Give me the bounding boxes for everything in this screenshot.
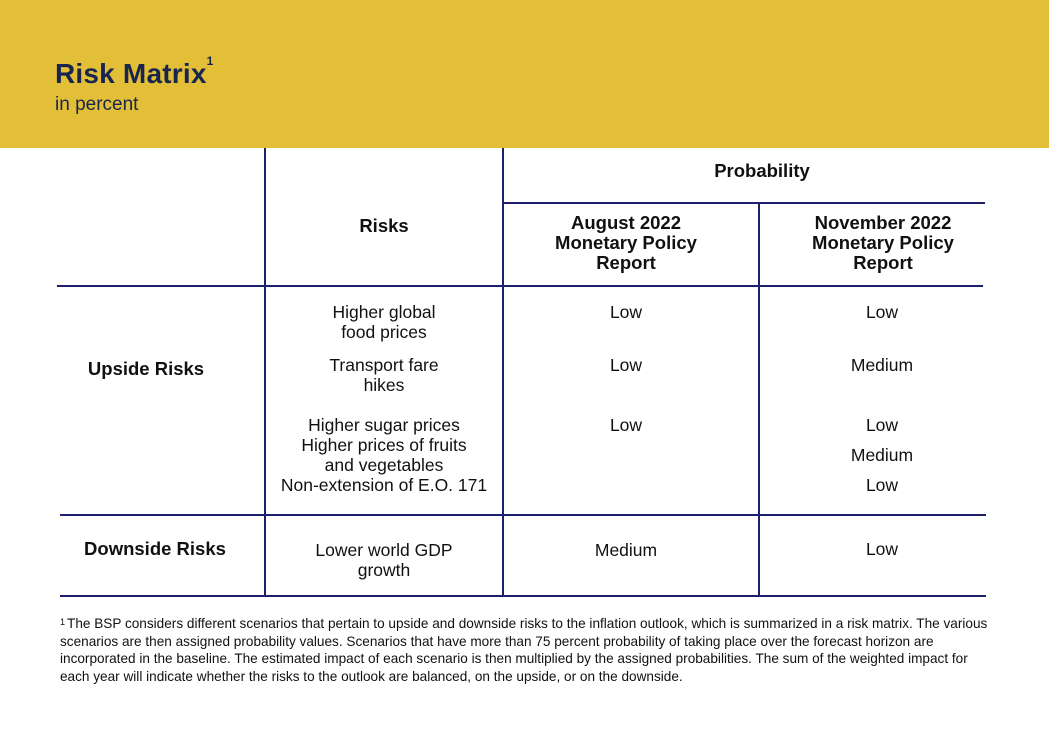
risk-sugar-prices: Higher sugar prices (308, 415, 460, 435)
header-november-2022: November 2022 Monetary Policy Report (812, 212, 954, 273)
page-title: Risk Matrix$^1$ (55, 54, 214, 89)
aug-transport-fare: Low (609, 355, 643, 375)
risk-eo-171: Non-extension of E.O. 171 (280, 475, 488, 495)
aug-food-prices: Low (609, 302, 643, 322)
risk-fruits-vegetables: Higher prices of fruits and vegetables (301, 435, 467, 475)
title-footnote-marker: 1 (206, 54, 214, 68)
group-upside-risks: Upside Risks (87, 358, 205, 379)
header-august-2022: August 2022 Monetary Policy Report (555, 212, 697, 273)
group-downside-risks: Downside Risks (84, 538, 226, 559)
footnote (60, 615, 1000, 685)
aug-sugar-prices: Low (609, 415, 643, 435)
rule-header-bottom (57, 285, 983, 287)
nov-fruits-vegetables: Medium (850, 445, 914, 465)
header-probability: Probability (714, 160, 810, 181)
aug-world-gdp: Medium (594, 540, 658, 560)
nov-transport-fare: Medium (850, 355, 914, 375)
header-risks: Risks (359, 215, 409, 236)
nov-sugar-prices: Low (865, 415, 899, 435)
page-subtitle: in percent (55, 94, 139, 115)
risk-transport-fare: Transport fare hikes (329, 355, 439, 395)
risk-world-gdp: Lower world GDP growth (315, 540, 453, 580)
rule-nov-left (758, 203, 760, 596)
rule-table-bottom (60, 595, 986, 597)
footnote-marker: 1 (60, 617, 66, 627)
rule-probability-bottom (502, 202, 985, 204)
rule-upside-bottom (60, 514, 986, 516)
nov-world-gdp: Low (865, 539, 899, 559)
footnote-text: The BSP considers different scenarios that pertain to upside and downside risks to the inflation outlook, which is summarized in a risk matrix. The various scenarios are then assigned probability values. Scenarios that have more than 75 percent probability of taking place over the forecast horizon are incorporated in the baseline. The estimated impact of each scenario is then multiplied by the assigned probabilities. The sum of the weighted impact for each year will indicate whether the risks to the outlook are balanced, on the upside, or on the downside. (60, 616, 988, 684)
nov-food-prices: Low (865, 302, 899, 322)
nov-eo-171: Low (865, 475, 899, 495)
risk-food-prices: Higher global food prices (332, 302, 436, 342)
